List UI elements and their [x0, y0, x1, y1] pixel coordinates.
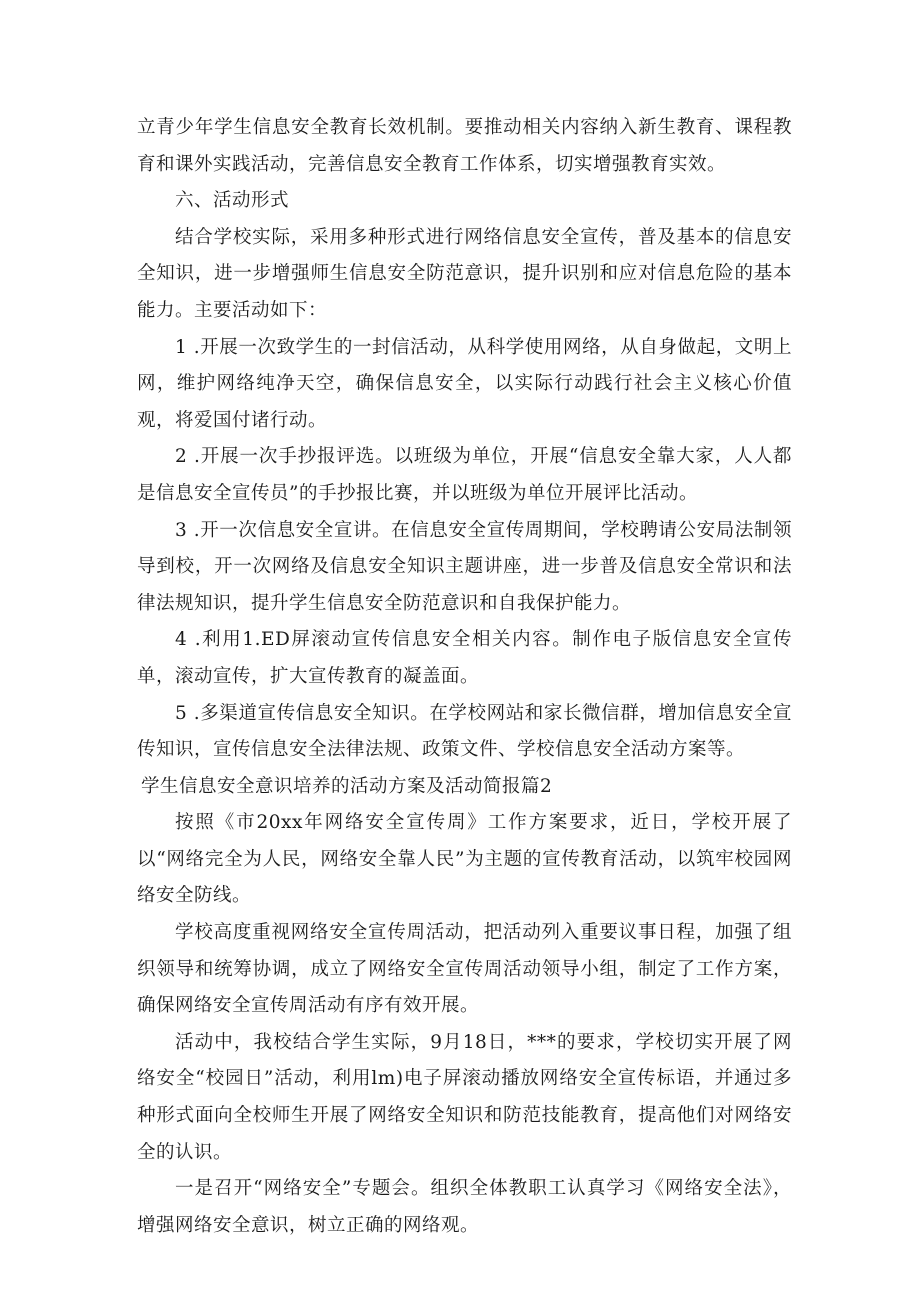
section-heading-activity-forms: 六、活动形式 [175, 190, 290, 212]
list-item-4: 4 .利用1.ED屏滚动宣传信息安全相关内容。制作电子版信息安全宣传单，滚动宣传，扩大宣传教育的凝盖面。 [137, 629, 792, 687]
paragraph-body-4: 一是召开“网络安全”专题会。组织全体教职工认真学习《网络安全法》，增强网络安全意识，树立正确的网络观。 [137, 1178, 792, 1236]
list-item-1: 1 .开展一次致学生的一封信活动，从科学使用网络，从自身做起，文明上网，维护网络纯净天空，确保信息安全，以实际行动践行社会主义核心价值观，将爱国付诸行动。 [137, 336, 792, 431]
article-title: 学生信息安全意识培养的活动方案及活动简报篇2 [141, 775, 553, 797]
list-item-2: 2 .开展一次手抄报评选。以班级为单位，开展“信息安全靠大家，人人都是信息安全宣传员”的手抄报比赛，并以班级为单位开展评比活动。 [137, 446, 792, 504]
paragraph-intro: 结合学校实际，采用多种形式进行网络信息安全宣传，普及基本的信息安全知识，进一步增强师生信息安全防范意识，提升识别和应对信息危险的基本能力。主要活动如下： [137, 226, 792, 321]
paragraph-continuation: 立青少年学生信息安全教育长效机制。要推动相关内容纳入新生教育、课程教育和课外实践活动，完善信息安全教育工作体系，切实增强教育实效。 [137, 117, 792, 175]
paragraph-body-3: 活动中，我校结合学生实际，9月18日，***的要求，学校切实开展了网络安全“校园日”活动，利用lm)电子屏滚动播放网络安全宣传标语，并通过多种形式面向全校师生开展了网络安全知识和防范技能教育，提高他们对网络安全的认识。 [137, 1031, 792, 1163]
list-item-3: 3 .开一次信息安全宣讲。在信息安全宣传周期间，学校聘请公安局法制领导到校，开一次网络及信息安全知识主题讲座，进一步普及信息安全常识和法律法规知识，提升学生信息安全防范意识和自我保护能力。 [137, 519, 792, 614]
paragraph-body-1: 按照《市20xx年网络安全宣传周》工作方案要求，近日，学校开展了以“网络完全为人民，网络安全靠人民”为主题的宣传教育活动，以筑牢校园网络安全防线。 [137, 812, 792, 907]
paragraph-body-2: 学校高度重视网络安全宣传周活动，把活动列入重要议事日程，加强了组织领导和统筹协调，成立了网络安全宣传周活动领导小组，制定了工作方案，确保网络安全宣传周活动有序有效开展。 [137, 922, 792, 1017]
list-item-5: 5 .多渠道宣传信息安全知识。在学校网站和家长微信群，增加信息安全宣传知识，宣传信息安全法律法规、政策文件、学校信息安全活动方案等。 [137, 702, 792, 761]
